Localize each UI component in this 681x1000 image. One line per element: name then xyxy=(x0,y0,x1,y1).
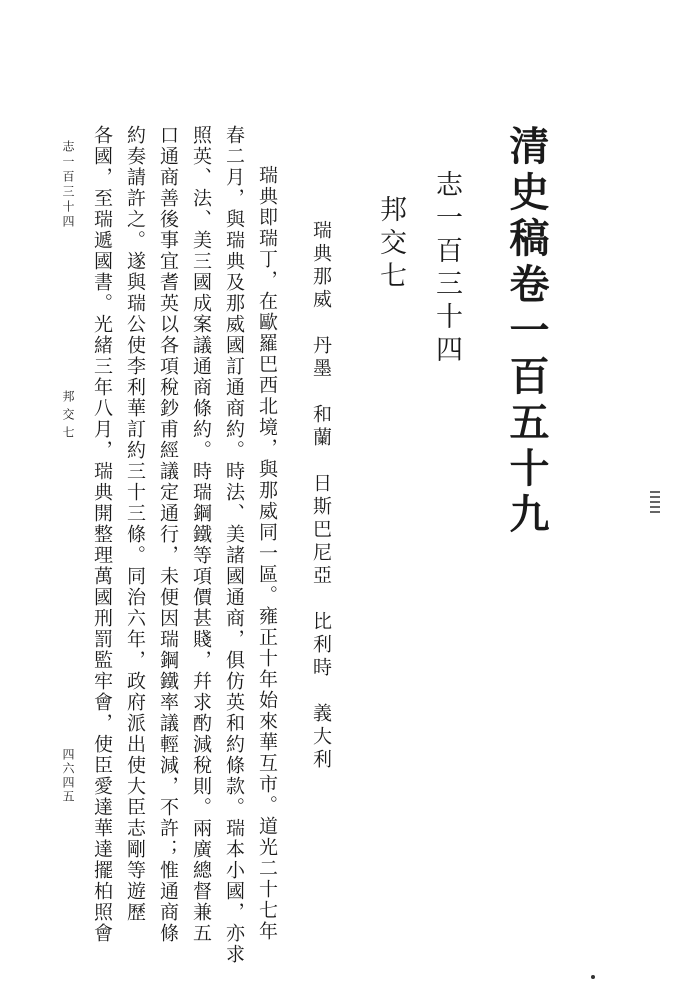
body-line: 春二月，與瑞典及那威國訂通商約。時法、美諸國通商，俱仿英和約條款。瑞本小國，亦求 xyxy=(223,125,245,965)
book-title: 清史稿卷一百五十九 xyxy=(503,125,550,539)
body-line: 約奏請許之。遂與瑞公使李利華訂約三十三條。同治六年，政府派出使大臣志剛等遊歷 xyxy=(124,125,146,923)
page-number: 四六四五 xyxy=(61,748,75,804)
section-subtitle: 瑞典那威 丹墨 和蘭 日斯巴尼亞 比利時 義大利 xyxy=(310,220,332,772)
body-line: 口通商善後事宜耆英以各項稅鈔甫經議定通行，未便因瑞鋼鐵率議輕減，不許；惟通商條 xyxy=(157,125,179,944)
scan-mark xyxy=(650,488,662,528)
body-line: 各國，至瑞遞國書。光緒三年八月，瑞典開整理萬國刑罰監牢會，使臣愛達華達擺柏照會 xyxy=(91,125,113,944)
section-heading: 邦交七 xyxy=(375,195,406,294)
scan-speck xyxy=(591,975,595,979)
running-header-volume: 志一百三十四 xyxy=(61,140,75,230)
body-line: 照英、法、美三國成案議通商條約。時瑞鋼鐵等項價甚賤，幷求酌減稅則。兩廣總督兼五 xyxy=(190,125,212,944)
running-header-section: 邦交七 xyxy=(61,390,75,444)
body-line: 瑞典即瑞丁，在歐羅巴西北境，與那威同一區。雍正十年始來華互市。道光二十七年 xyxy=(256,165,278,942)
volume-heading: 志一百三十四 xyxy=(431,170,462,368)
